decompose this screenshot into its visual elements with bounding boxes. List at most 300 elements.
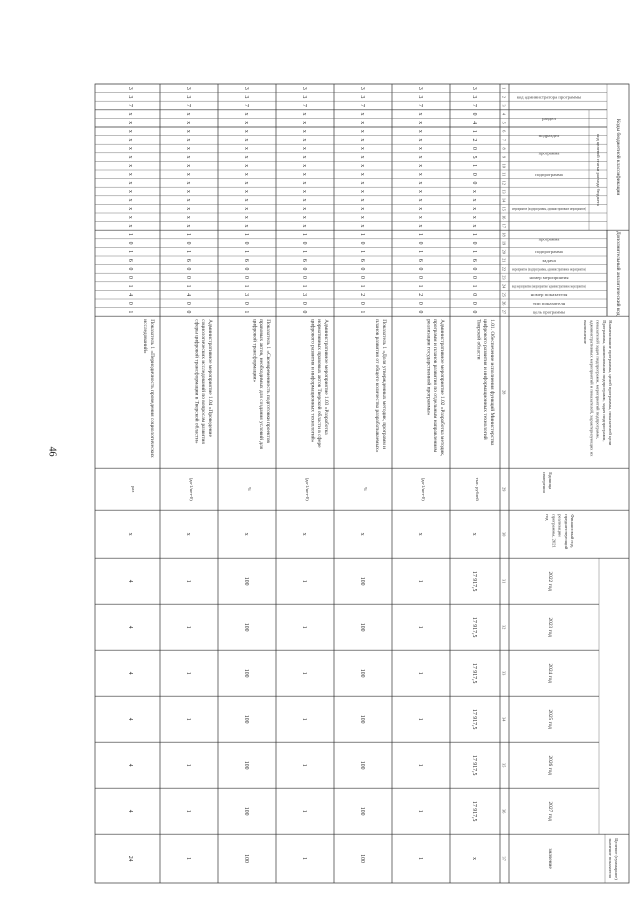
row-year-value: 1 xyxy=(417,809,423,813)
code-cell: 1 xyxy=(243,233,249,236)
column-number: 33 xyxy=(501,671,507,676)
code-cell: х xyxy=(127,215,133,219)
code-cell: 6 xyxy=(243,258,249,262)
column-number: 10 xyxy=(501,163,507,168)
code-cell: х xyxy=(301,155,307,159)
code-cell: х xyxy=(359,147,365,150)
code-cell: х xyxy=(417,181,423,185)
code-cell: 1 xyxy=(243,284,249,288)
code-cell: 0 xyxy=(127,276,133,279)
fin-year-column-header: Финансовый год, xyxy=(570,514,575,548)
code-cell: 1 xyxy=(417,284,423,288)
column-number: 32 xyxy=(501,625,507,630)
row-year-value: 1 xyxy=(417,671,423,675)
column-number: 6 xyxy=(501,130,507,133)
row-unit: (да-1/нет-0) xyxy=(189,477,194,501)
code-cell: х xyxy=(359,138,365,142)
code-cell: 7 xyxy=(417,104,423,107)
column-number: 12 xyxy=(501,180,507,185)
row-year-value: 1 xyxy=(185,809,191,813)
row-unit: % xyxy=(247,487,252,492)
column-number: 15 xyxy=(501,206,507,211)
code-cell: х xyxy=(417,112,423,116)
indicator-type-header: тип показателя xyxy=(532,300,566,306)
event-header: мероприятие (подпрограммы, административное мероприятие) xyxy=(512,266,626,272)
row-year-value: 1 xyxy=(301,717,307,721)
code-cell: х xyxy=(127,172,133,176)
column-number: 8 xyxy=(501,147,507,150)
code-cell: 0 xyxy=(301,267,307,271)
code-cell: х xyxy=(359,207,365,211)
code-cell: х xyxy=(243,215,249,219)
code-cell: х xyxy=(417,215,423,219)
row-year-value: 100 xyxy=(359,760,365,770)
code-cell: х xyxy=(301,215,307,219)
code-cell: 1 xyxy=(359,250,365,254)
code-cell: х xyxy=(185,207,191,211)
code-cell: 1 xyxy=(417,250,423,254)
row-name: планов развития от общего количества разрабатываемых» xyxy=(374,319,381,453)
code-cell: 7 xyxy=(359,104,365,107)
code-cell: х xyxy=(301,147,307,150)
fin-year-column-header: год xyxy=(545,514,551,521)
code-cell: 6 xyxy=(185,258,191,262)
code-cell: 0 xyxy=(127,241,133,245)
code-cell: 0 xyxy=(185,267,191,271)
code-cell: х xyxy=(243,112,249,116)
row-year-value: 1 xyxy=(185,717,191,721)
admin-code-header: код администратора программы xyxy=(516,94,582,100)
row-year-value: 17 917,5 xyxy=(471,617,477,638)
code-cell: х xyxy=(185,147,191,150)
name-column-header: административных мероприятий и показателей, характеризующих их xyxy=(589,320,595,457)
code-cell: х xyxy=(301,164,307,168)
row-year-value: 100 xyxy=(359,622,365,632)
column-number: 22 xyxy=(501,266,507,271)
code-cell: 1 xyxy=(301,284,307,288)
task-header: задача xyxy=(542,257,557,263)
row-year-value: 4 xyxy=(127,763,133,767)
column-number: 26 xyxy=(501,301,507,306)
code-cell: х xyxy=(417,129,423,133)
row-name: программ и планов развития по отдельным направлениям xyxy=(432,319,439,453)
column-number: 27 xyxy=(501,309,507,314)
code-cell: 3 xyxy=(127,86,133,90)
row-year-value: 1 xyxy=(417,579,423,583)
code-cell: х xyxy=(301,181,307,185)
column-number: 5 xyxy=(501,121,507,124)
code-cell: х xyxy=(417,198,423,202)
code-cell: 3 xyxy=(243,293,249,297)
row-year-value: 1 xyxy=(301,809,307,813)
code-cell: х xyxy=(471,198,477,202)
code-cell: х xyxy=(243,121,249,125)
row-fin-year: х xyxy=(301,532,307,536)
code-cell: х xyxy=(127,147,133,150)
row-unit: % xyxy=(363,487,368,492)
code-cell: х xyxy=(127,129,133,133)
code-cell: 0 xyxy=(243,276,249,279)
row-year-value: 4 xyxy=(127,625,133,629)
code-cell: 0 xyxy=(471,181,477,185)
row-year-value: 4 xyxy=(127,671,133,675)
year-header-2026: 2026 год xyxy=(547,755,553,775)
code-cell: х xyxy=(185,164,191,168)
column-number: 24 xyxy=(501,284,507,289)
code-cell: х xyxy=(417,207,423,211)
row-year-value: 1 xyxy=(185,671,191,675)
code-cell: х xyxy=(185,224,191,228)
code-cell: х xyxy=(359,164,365,168)
code-cell: 7 xyxy=(301,104,307,107)
code-cell: х xyxy=(243,207,249,211)
code-cell: х xyxy=(417,147,423,150)
row-year-value: 1 xyxy=(301,763,307,767)
row-fin-year: х xyxy=(127,532,133,536)
code-cell: 0 xyxy=(185,310,191,314)
code-cell: 2 xyxy=(359,293,365,297)
row-unit: (да-1/нет-0) xyxy=(421,477,426,501)
code-cell: х xyxy=(359,190,365,193)
indicator-number-header: номер показателя xyxy=(530,292,568,298)
code-cell: х xyxy=(185,155,191,159)
code-cell: 3 xyxy=(185,95,191,99)
section-header: раздел xyxy=(542,115,556,121)
code-cell: 0 xyxy=(471,172,477,176)
code-cell: 0 xyxy=(301,301,307,305)
extra-code-title-label: Дополнительный аналитический код xyxy=(615,230,621,316)
code-cell: х xyxy=(301,138,307,142)
code-cell: 1 xyxy=(471,233,477,236)
code-cell: х xyxy=(417,172,423,176)
column-number: 19 xyxy=(501,241,507,246)
code-cell: х xyxy=(127,198,133,202)
event-type-header: вид мероприятия (мероприятие/ административное мероприятие) xyxy=(512,283,587,289)
name-column-header: Наименование программы, целей программы, показателей цели xyxy=(608,320,613,446)
code-cell: х xyxy=(185,172,191,176)
program-header: программа xyxy=(538,236,560,242)
row-year-value: 100 xyxy=(359,714,365,724)
code-cell: х xyxy=(359,181,365,185)
code-cell: х xyxy=(359,224,365,228)
fin-year-column-header: реализации xyxy=(557,514,563,537)
row-name: сферы цифровой трансформации в Тверской области» xyxy=(193,319,200,444)
row-name: социологических исследований по вопросам развития xyxy=(200,319,207,444)
row-year-value: 100 xyxy=(243,576,249,586)
row-year-value: 100 xyxy=(359,806,365,816)
target-column-header: значение показателя xyxy=(608,838,613,878)
column-number: 31 xyxy=(501,579,507,584)
row-name: цифровой трансформации» xyxy=(251,319,258,383)
code-cell: х xyxy=(127,121,133,125)
row-year-value: 1 xyxy=(185,763,191,767)
row-year-value: 1 xyxy=(417,625,423,629)
event-header-csr: мероприятие (подпрограммы, административное мероприятие) xyxy=(512,206,626,212)
code-cell: 0 xyxy=(471,112,477,116)
code-cell: 1 xyxy=(471,284,477,288)
row-fin-year: х xyxy=(359,532,365,536)
code-cell: 0 xyxy=(417,241,423,245)
row-target: х xyxy=(471,857,477,861)
code-cell: х xyxy=(301,207,307,211)
column-number: 4 xyxy=(501,113,507,116)
code-cell: 0 xyxy=(243,301,249,305)
code-cell: х xyxy=(301,190,307,193)
row-year-value: 1 xyxy=(185,625,191,629)
row-name: исследований» xyxy=(142,319,149,354)
row-target: 24 xyxy=(127,855,133,862)
name-column-header: выполнение xyxy=(583,320,589,344)
code-cell: 7 xyxy=(243,104,249,107)
code-cell: х xyxy=(243,138,249,142)
row-year-value: 1 xyxy=(417,717,423,721)
code-cell: х xyxy=(417,138,423,142)
name-column-header: показателей задач подпрограмм, мероприятий подпрограмм, xyxy=(595,320,601,439)
row-name: цифрового развития и информационных технологий» xyxy=(309,319,316,443)
code-cell: х xyxy=(185,215,191,219)
column-number: 11 xyxy=(501,172,507,177)
code-cell: х xyxy=(359,198,365,202)
code-cell: 3 xyxy=(417,86,423,90)
code-cell: 1 xyxy=(301,233,307,236)
code-cell: х xyxy=(359,155,365,159)
row-year-value: 17 917,5 xyxy=(471,571,477,592)
code-cell: 1 xyxy=(359,233,365,236)
code-cell: х xyxy=(185,129,191,133)
row-year-value: 4 xyxy=(127,717,133,721)
code-cell: 7 xyxy=(127,104,133,107)
code-cell: 6 xyxy=(301,258,307,262)
row-name: Административное мероприятие 1.04 «Проведение xyxy=(207,319,213,437)
code-cell: 0 xyxy=(301,276,307,279)
code-cell: 0 xyxy=(243,267,249,271)
row-unit: тыс. рублей xyxy=(475,477,480,501)
code-cell: х xyxy=(417,155,423,159)
code-cell: 3 xyxy=(243,95,249,99)
column-number: 14 xyxy=(501,198,507,203)
code-cell: 1 xyxy=(243,310,249,314)
code-cell: х xyxy=(359,121,365,125)
code-cell: х xyxy=(359,215,365,219)
code-cell: х xyxy=(243,224,249,228)
code-cell: 6 xyxy=(127,258,133,262)
code-cell: х xyxy=(185,112,191,116)
column-number: 18 xyxy=(501,232,507,237)
code-cell: х xyxy=(243,181,249,185)
code-cell: х xyxy=(127,190,133,193)
row-name: Показатель 1 «Своевременность подготовки проектов xyxy=(265,319,271,443)
subprogram-header-csr: подпрограмма xyxy=(535,171,563,177)
code-cell: 0 xyxy=(359,276,365,279)
code-cell: 0 xyxy=(127,267,133,271)
code-cell: х xyxy=(301,129,307,133)
row-year-value: 100 xyxy=(243,622,249,632)
row-year-value: 1 xyxy=(417,763,423,767)
row-year-value: 100 xyxy=(243,760,249,770)
column-number: 9 xyxy=(501,156,507,159)
code-cell: х xyxy=(471,190,477,193)
column-number: 17 xyxy=(501,223,507,228)
code-cell: 1 xyxy=(417,233,423,236)
row-year-value: 17 917,5 xyxy=(471,755,477,776)
column-number: 23 xyxy=(501,275,507,280)
code-cell: 1 xyxy=(127,250,133,254)
code-cell: 1 xyxy=(359,284,365,288)
code-cell: х xyxy=(417,190,423,193)
column-number: 20 xyxy=(501,249,507,254)
code-cell: 6 xyxy=(471,258,477,262)
code-cell: 3 xyxy=(359,86,365,90)
code-cell: 3 xyxy=(301,293,307,297)
code-cell: 0 xyxy=(185,241,191,245)
code-cell: х xyxy=(127,224,133,228)
code-cell: 1 xyxy=(471,164,477,168)
event-number-header: номер мероприятия xyxy=(529,275,569,280)
code-cell: 6 xyxy=(359,258,365,262)
code-cell: 2 xyxy=(471,138,477,142)
code-cell: 3 xyxy=(359,95,365,99)
row-year-value: 17 917,5 xyxy=(471,709,477,730)
code-cell: 1 xyxy=(301,250,307,254)
row-name: цифрового развития и информационных технологий xyxy=(482,319,489,440)
row-name: правовых актов, необходимых для создания условий для xyxy=(258,319,265,450)
code-cell: 3 xyxy=(417,95,423,99)
column-number: 1 xyxy=(501,87,507,90)
code-cell: х xyxy=(127,164,133,168)
row-year-value: 100 xyxy=(243,668,249,678)
row-year-value: 1 xyxy=(301,671,307,675)
unit-column-header: измерения xyxy=(541,472,547,493)
row-name: Показатель 1 «Доля утвержденных методик, программ и xyxy=(381,319,387,450)
code-cell: х xyxy=(243,164,249,168)
code-cell: х xyxy=(243,172,249,176)
column-number: 30 xyxy=(501,532,507,537)
code-cell: х xyxy=(417,164,423,168)
code-cell: х xyxy=(185,121,191,125)
row-unit: раз xyxy=(131,486,136,493)
code-cell: х xyxy=(359,129,365,133)
code-cell: 0 xyxy=(185,276,191,279)
code-cell: 7 xyxy=(185,104,191,107)
row-unit: (да-1/нет-0) xyxy=(305,477,310,501)
code-cell: 0 xyxy=(471,310,477,314)
row-year-value: 100 xyxy=(359,576,365,586)
code-cell: х xyxy=(127,207,133,211)
code-cell: х xyxy=(417,121,423,125)
row-name: нормативных правовых актов Тверской области в сфере xyxy=(316,319,323,448)
column-number: 29 xyxy=(501,487,507,492)
column-number: 34 xyxy=(501,717,507,722)
row-target: 100 xyxy=(243,854,249,863)
row-fin-year: х xyxy=(243,532,249,536)
code-cell: 0 xyxy=(471,301,477,305)
code-cell: х xyxy=(185,190,191,193)
column-number: 2 xyxy=(501,95,507,98)
row-year-value: 1 xyxy=(301,625,307,629)
value-column-header: значение xyxy=(547,848,553,869)
row-name: Тверской области xyxy=(475,319,482,360)
code-cell: х xyxy=(301,172,307,176)
row-year-value: 100 xyxy=(359,668,365,678)
code-cell: х xyxy=(359,112,365,116)
code-cell: 0 xyxy=(301,241,307,245)
code-cell: 0 xyxy=(417,276,423,279)
code-cell: 4 xyxy=(127,293,133,297)
column-number: 16 xyxy=(501,215,507,220)
year-header-2027: 2027 год xyxy=(547,801,553,821)
column-number: 35 xyxy=(501,763,507,768)
code-cell: х xyxy=(301,112,307,116)
column-number: 25 xyxy=(501,292,507,297)
code-cell: 0 xyxy=(417,301,423,305)
row-year-value: 1 xyxy=(185,579,191,583)
fin-year-column-header: предшествующий xyxy=(563,514,569,550)
row-name: 1.01. Обеспечение исполнения функций Министерства xyxy=(489,319,495,446)
code-cell: 0 xyxy=(185,301,191,305)
code-cell: 1 xyxy=(185,250,191,254)
code-cell: 0 xyxy=(127,301,133,305)
code-cell: 7 xyxy=(471,104,477,107)
code-cell: х xyxy=(243,129,249,133)
code-cell: х xyxy=(243,190,249,193)
codes-title-label: Коды бюджетной классификации xyxy=(615,118,621,196)
code-cell: 1 xyxy=(127,310,133,314)
code-cell: 1 xyxy=(127,284,133,288)
code-cell: 0 xyxy=(471,276,477,279)
row-year-value: 100 xyxy=(243,806,249,816)
code-cell: 0 xyxy=(417,310,423,314)
code-cell: 1 xyxy=(185,284,191,288)
code-cell: х xyxy=(185,181,191,185)
code-cell: х xyxy=(471,207,477,211)
row-target: 1 xyxy=(301,857,307,861)
column-number: 13 xyxy=(501,189,507,194)
code-cell: х xyxy=(243,198,249,202)
code-cell: х xyxy=(301,121,307,125)
code-cell: 1 xyxy=(243,250,249,254)
code-cell: х xyxy=(359,172,365,176)
row-year-value: 1 xyxy=(301,579,307,583)
row-year-value: 17 917,5 xyxy=(471,663,477,684)
code-cell: х xyxy=(471,215,477,219)
code-cell: 1 xyxy=(359,310,365,314)
row-year-value: 4 xyxy=(127,809,133,813)
fin-year-column-header: программы, 2021 xyxy=(551,514,557,548)
code-cell: 0 xyxy=(417,267,423,271)
code-cell: х xyxy=(127,181,133,185)
code-cell: 3 xyxy=(185,86,191,90)
row-year-value: 4 xyxy=(127,579,133,583)
row-name: Административное мероприятие 1.03 «Разработка xyxy=(323,319,329,435)
code-cell: 3 xyxy=(301,86,307,90)
code-cell: х xyxy=(301,224,307,228)
column-number: 37 xyxy=(501,856,507,861)
row-name: Показатель 1 «Периодичность проведения социологических xyxy=(149,319,155,458)
row-name: реализации государственной программы» xyxy=(425,319,432,416)
code-cell: 0 xyxy=(471,293,477,297)
year-header-2024: 2024 год xyxy=(547,663,553,683)
column-number: 3 xyxy=(501,104,507,107)
code-cell: 3 xyxy=(301,95,307,99)
target-column-header: Целевое (суммарное) xyxy=(614,838,619,880)
row-fin-year: х xyxy=(471,532,477,536)
page-number: 46 xyxy=(46,446,58,457)
code-cell: 4 xyxy=(185,293,191,297)
row-fin-year: х xyxy=(417,532,423,536)
code-cell: 5 xyxy=(471,155,477,159)
program-header-csr: программа xyxy=(538,150,560,156)
code-cell: 0 xyxy=(301,310,307,314)
